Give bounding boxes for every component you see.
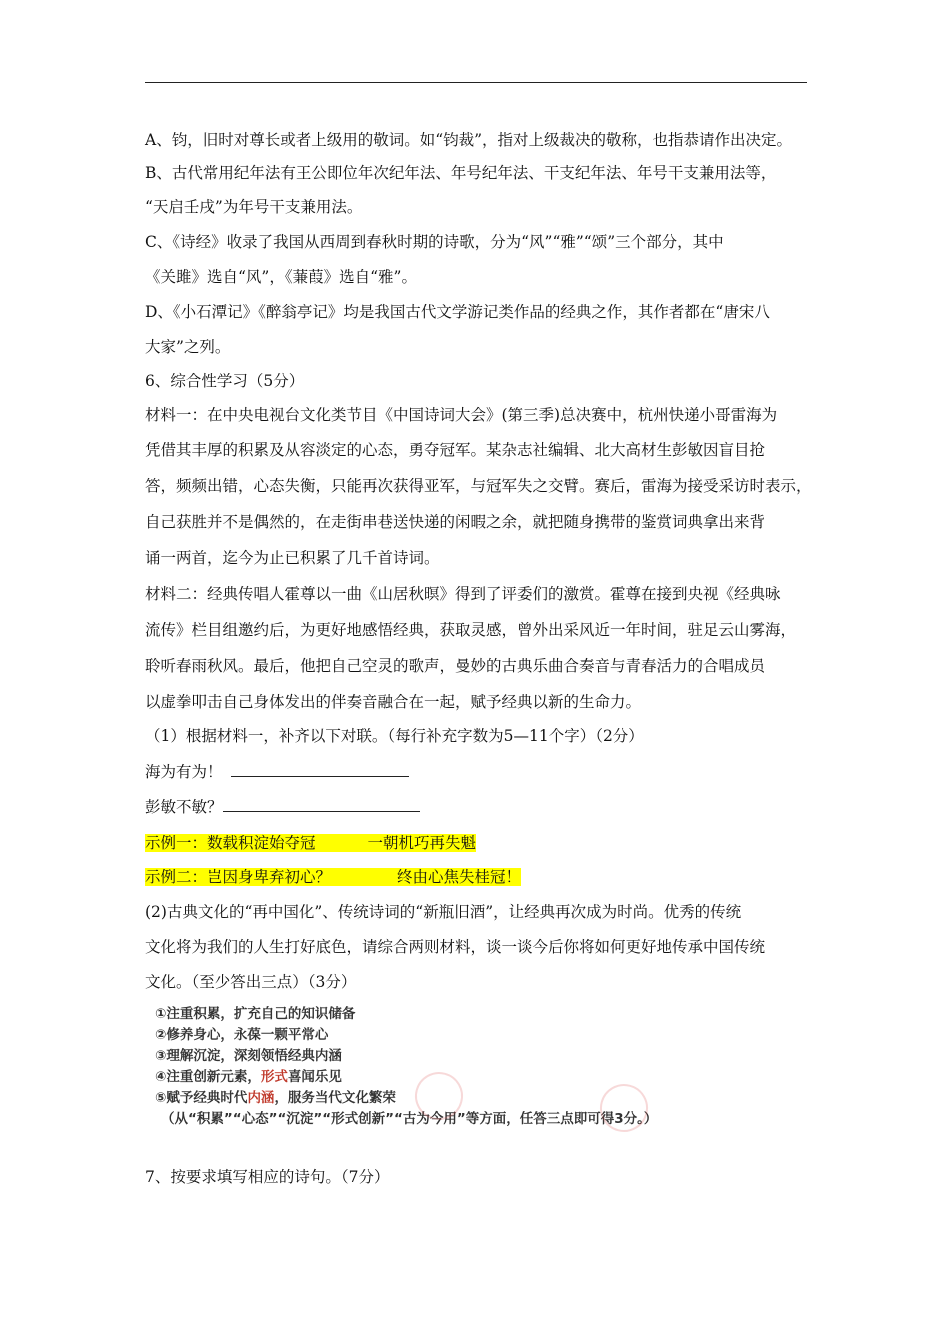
option-b-line1: B、古代常用纪年法有王公即位年次纪年法、年号纪年法、干支纪年法、年号干支兼用法等， <box>145 164 777 182</box>
option-b-line2: “天启壬戌”为年号干支兼用法。 <box>145 198 363 216</box>
question-6-1-prompt: （1）根据材料一，补齐以下对联。（每行补充字数为5—11个字）（2分） <box>145 727 644 745</box>
question-6-2-line2: 文化将为我们的人生打好底色，请综合两则材料，谈一谈今后你将如何更好地传承中国传统 <box>145 938 766 956</box>
question-6-2-line1: (2)古典文化的“再中国化”、传统诗词的“新瓶旧酒”，让经典再次成为时尚。优秀的传统 <box>145 903 742 921</box>
couplet-line-2 <box>145 797 420 817</box>
example-2-first: 示例二：岂因身卑弃初心？ <box>145 868 332 886</box>
material-1-line1: 材料一：在中央电视台文化类节目《中国诗词大会》(第三季)总决赛中，杭州快递小哥雷海为 <box>145 406 778 424</box>
question-7-title: 7、按要求填写相应的诗句。（7分） <box>145 1168 390 1186</box>
material-2-line2: 流传》栏目组邀约后，为更好地感悟经典，获取灵感，曾外出采风近一年时间，驻足云山雾海， <box>145 621 797 639</box>
answer-5-red: 内涵 <box>247 1090 275 1106</box>
option-a: A、钧，旧时对尊长或者上级用的敬词。如“钧裁”，指对上级裁决的敬称，也指恭请作出决定。 <box>145 131 793 149</box>
answer-2: ②修养身心，永葆一颗平常心 <box>155 1027 329 1043</box>
answer-1: ①注重积累，扩充自己的知识储备 <box>155 1006 356 1022</box>
material-1-line4: 自己获胜并不是偶然的，在走街串巷送快递的闲暇之余，就把随身携带的鉴赏词典拿出来背 <box>145 513 766 531</box>
question-6-title: 6、综合性学习（5分） <box>145 372 305 390</box>
answer-5-post: ，服务当代文化繁荣 <box>274 1090 396 1106</box>
example-1-second: 一朝机巧再失魁 <box>367 834 477 852</box>
couplet-1-text: 海为有为！ <box>145 763 223 781</box>
couplet-2-blank[interactable] <box>223 797 420 812</box>
option-d-line1: D、《小石潭记》《醉翁亭记》均是我国古代文学游记类作品的经典之作，其作者都在“唐宋八 <box>145 303 770 321</box>
header-rule <box>145 82 807 83</box>
material-2-line4: 以虚拳叩击自己身体发出的伴奏音融合在一起，赋予经典以新的生命力。 <box>145 693 642 711</box>
answer-scoring-note: （从“积累”“心态”“沉淀”“形式创新”“古为今用”等方面，任答三点即可得3分。） <box>161 1111 658 1127</box>
example-1-first: 示例一：数载积淀始夺冠 <box>145 834 316 852</box>
option-c-line2: 《关雎》选自“风”，《蒹葭》选自“雅”。 <box>145 268 417 286</box>
answer-4-post: 喜闻乐见 <box>287 1069 342 1085</box>
answer-5-pre: ⑤赋予经典时代 <box>155 1090 248 1106</box>
example-2 <box>145 867 521 887</box>
material-1-line5: 诵一两首，迄今为止已积累了几千首诗词。 <box>145 549 440 567</box>
material-2-line3: 聆听春雨秋风。最后，他把自己空灵的歌声，曼妙的古典乐曲合奏音与青春活力的合唱成员 <box>145 657 766 675</box>
couplet-line-1 <box>145 762 409 782</box>
question-6-2-line3: 文化。（至少答出三点）（3分） <box>145 973 357 991</box>
example-1 <box>145 833 476 853</box>
material-2-line1: 材料二：经典传唱人霍尊以一曲《山居秋暝》得到了评委们的激赏。霍尊在接到央视《经典咏 <box>145 585 781 603</box>
couplet-1-blank[interactable] <box>231 762 409 777</box>
answer-4-red: 形式 <box>260 1069 288 1085</box>
answer-3: ③理解沉淀，深刻领悟经典内涵 <box>155 1048 342 1064</box>
option-c-line1: C、《诗经》收录了我国从西周到春秋时期的诗歌，分为“风”“雅”“颂”三个部分，其中 <box>145 233 724 251</box>
option-d-line2: 大家”之列。 <box>145 338 231 356</box>
example-2-second: 终由心焦失桂冠！ <box>397 868 522 886</box>
example-1-highlight <box>145 834 476 852</box>
material-1-line2: 凭借其丰厚的积累及从容淡定的心态，勇夺冠军。某杂志社编辑、北大高材生彭敏因盲目抢 <box>145 441 766 459</box>
couplet-2-text: 彭敏不敏？ <box>145 798 223 816</box>
example-2-highlight <box>145 868 521 886</box>
answer-4-pre: ④注重创新元素， <box>155 1069 261 1085</box>
material-1-line3: 答，频频出错，心态失衡，只能再次获得亚军，与冠军失之交臂。赛后，雷海为接受采访时表示， <box>145 477 812 495</box>
